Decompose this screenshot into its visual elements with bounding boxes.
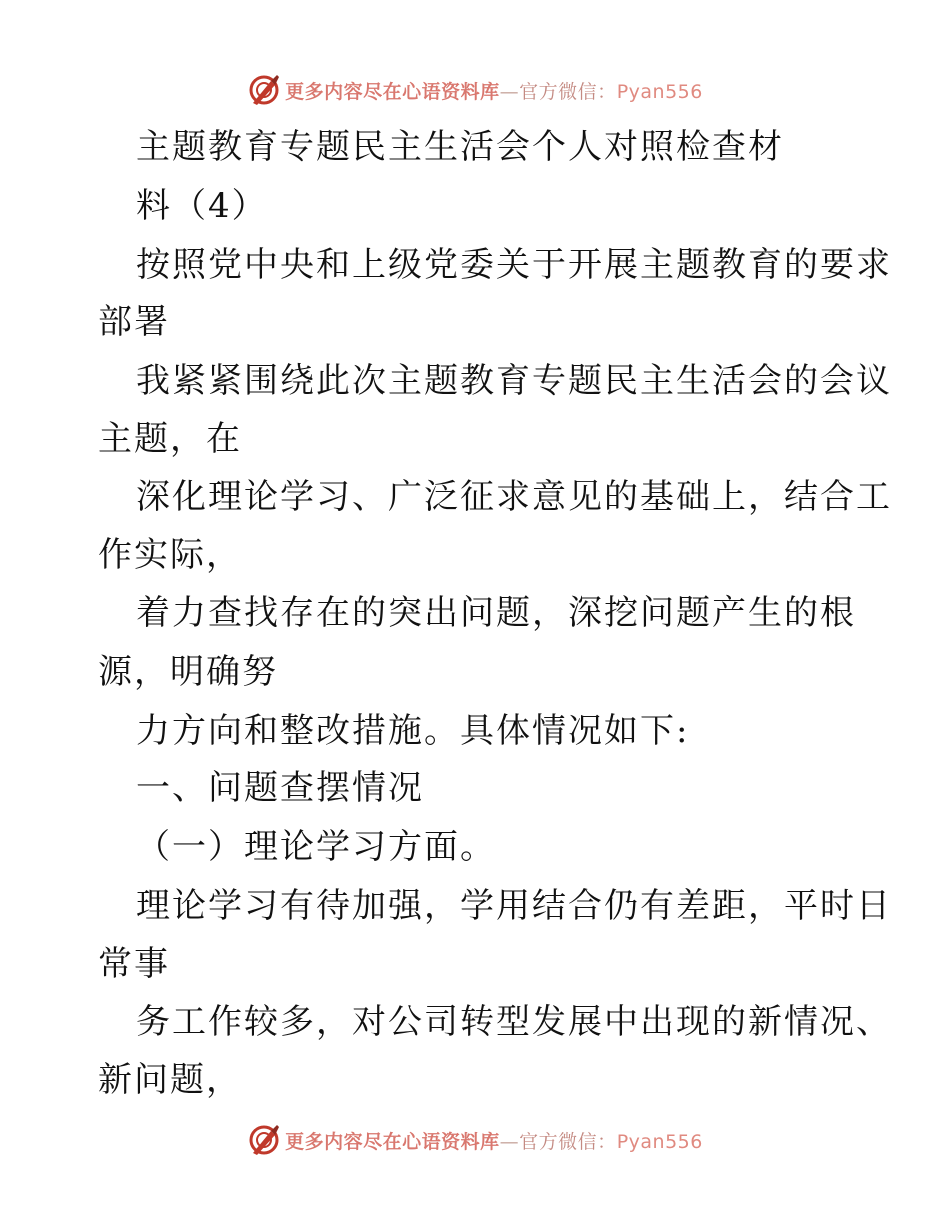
watermark-main: 更多内容尽在心语资料库 bbox=[285, 1130, 500, 1153]
paragraph-line: 主题，在 bbox=[98, 419, 242, 459]
paragraph-line: 理论学习有待加强，学用结合仍有差距，平时日 bbox=[136, 886, 892, 926]
paragraph-line: 力方向和整改措施。具体情况如下: bbox=[136, 711, 690, 751]
document-title-line-1: 主题教育专题民主生活会个人对照检查材 bbox=[136, 127, 784, 167]
pen-logo-icon bbox=[247, 1123, 281, 1157]
document-title-line-2: 料（4） bbox=[136, 186, 268, 226]
paragraph-line: 源，明确努 bbox=[98, 652, 278, 692]
paragraph-line: 着力查找存在的突出问题，深挖问题产生的根 bbox=[136, 593, 856, 633]
paragraph-line: 作实际， bbox=[98, 535, 242, 575]
watermark-main: 更多内容尽在心语资料库 bbox=[285, 80, 500, 103]
paragraph-line: 按照党中央和上级党委关于开展主题教育的要求 bbox=[136, 245, 892, 285]
section-heading: 一、问题查摆情况 bbox=[136, 768, 424, 808]
watermark-label: 官方微信： bbox=[519, 80, 617, 103]
header-watermark bbox=[0, 72, 950, 108]
watermark-label: 官方微信： bbox=[519, 1130, 617, 1153]
paragraph-line: 部署 bbox=[98, 302, 170, 342]
paragraph-line: 务工作较多，对公司转型发展中出现的新情况、 bbox=[136, 1002, 892, 1042]
watermark-separator: — bbox=[499, 1130, 520, 1153]
watermark-id: Pyan556 bbox=[616, 80, 703, 103]
pen-logo-icon bbox=[247, 73, 281, 107]
paragraph-line: 新问题， bbox=[98, 1060, 242, 1100]
watermark-separator: — bbox=[499, 80, 520, 103]
paragraph-line: 深化理论学习、广泛征求意见的基础上，结合工 bbox=[136, 477, 892, 517]
watermark-text bbox=[285, 77, 703, 104]
watermark-id: Pyan556 bbox=[616, 1130, 703, 1153]
paragraph-line: 常事 bbox=[98, 944, 170, 984]
footer-watermark bbox=[0, 1122, 950, 1158]
subsection-heading: （一）理论学习方面。 bbox=[136, 827, 496, 867]
watermark-text bbox=[285, 1127, 703, 1154]
paragraph-line: 我紧紧围绕此次主题教育专题民主生活会的会议 bbox=[136, 361, 892, 401]
